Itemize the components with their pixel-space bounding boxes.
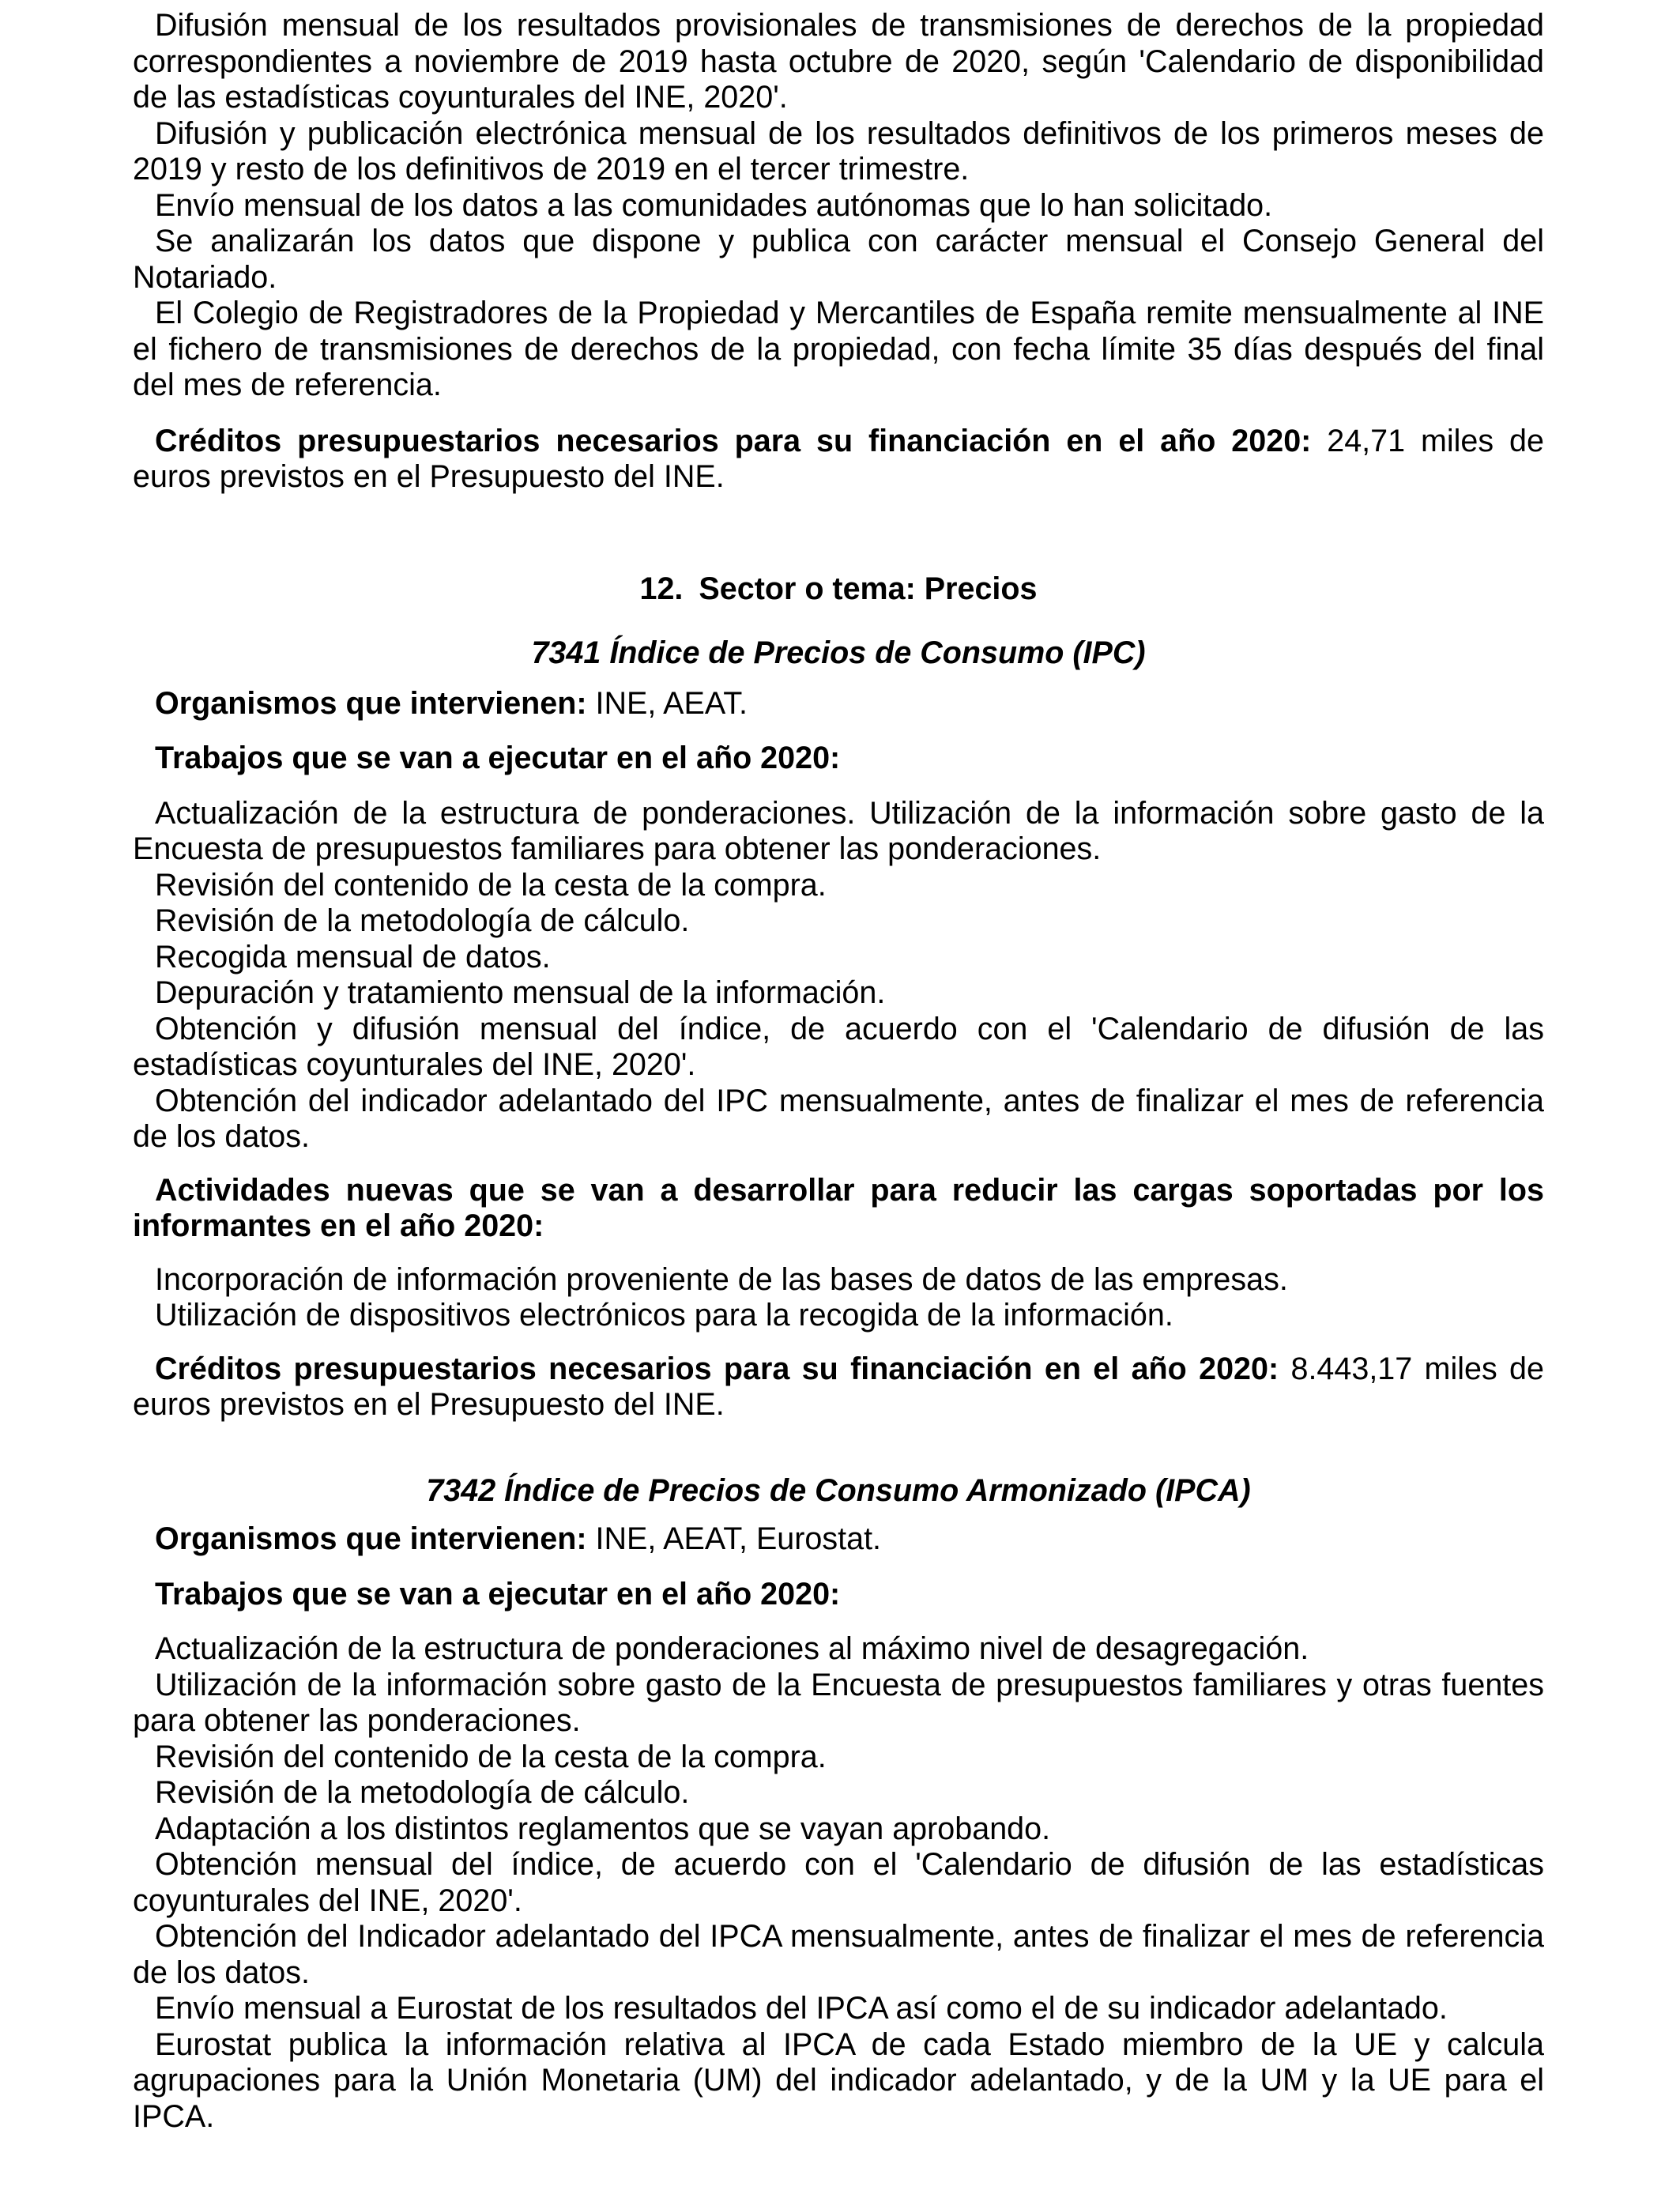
section-number: 12. [639, 571, 684, 606]
trabajos-heading-7341: Trabajos que se van a ejecutar en el año 2020: [155, 741, 841, 775]
list-item: Adaptación a los distintos reglamentos que se vayan aprobando. [155, 1811, 1051, 1846]
organismos-label: Organismos que intervienen: [155, 685, 587, 721]
paragraph: El Colegio de Registradores de la Propiedad y Mercantiles de España remite mensualmente al INE el fichero de transmisiones de derechos de la propiedad, con fecha límite 35 días después del final del mes de referencia. [133, 296, 1544, 402]
paragraph: Difusión y publicación electrónica mensual de los resultados definitivos de los primeros meses de 2019 y resto de los definitivos de 2019 en el tercer trimestre. [133, 115, 1544, 187]
paragraph: Se analizarán los datos que dispone y publica con carácter mensual el Consejo General del Notariado. [133, 224, 1544, 295]
credits-label: Créditos presupuestarios necesarios para su financiación en el año 2020: [155, 423, 1312, 458]
trabajos-list-7342 [133, 1631, 1544, 2135]
list-item: Revisión de la metodología de cálculo. [155, 1775, 690, 1810]
paragraph: Difusión mensual de los resultados provisionales de transmisiones de derechos de la propiedad correspondientes a noviembre de 2019 hasta octubre de 2020, según 'Calendario de disponibilidad de las estadísticas coyunturales del INE, 2020'. [133, 8, 1544, 115]
organismos-value: INE, AEAT. [586, 685, 748, 721]
operation-title-7342: 7342 Índice de Precios de Consumo Armonizado (IPCA) [426, 1472, 1251, 1508]
list-item: Obtención del Indicador adelantado del IPCA mensualmente, antes de finalizar el mes de referencia de los datos. [133, 1919, 1544, 1990]
list-item: Utilización de dispositivos electrónicos para la recogida de la información. [155, 1298, 1173, 1333]
actividades-heading-7341: Actividades nuevas que se van a desarrollar para reducir las cargas soportadas por los informantes en el año 2020: [133, 1172, 1544, 1243]
paragraph: Envío mensual de los datos a las comunidades autónomas que lo han solicitado. [155, 187, 1273, 223]
list-item: Actualización de la estructura de ponderaciones al máximo nivel de desagregación. [155, 1631, 1309, 1666]
organismos-label: Organismos que intervienen: [155, 1521, 587, 1556]
credits-value: 8.443,17 miles de euros previstos en el Presupuesto del INE. [133, 1351, 1544, 1422]
actividades-list-7341 [133, 1262, 1544, 1334]
credits-value: 24,71 miles de euros previstos en el Presupuesto del INE. [133, 423, 1544, 494]
list-item: Incorporación de información proveniente de las bases de datos de las empresas. [155, 1261, 1288, 1297]
list-item: Utilización de la información sobre gasto de la Encuesta de presupuestos familiares y otras fuentes para obtener las ponderaciones. [133, 1667, 1544, 1738]
organismos-7342 [133, 1521, 1544, 1558]
organismos-value: INE, AEAT, Eurostat. [586, 1521, 882, 1556]
list-item: Eurostat publica la información relativa al IPCA de cada Estado miembro de la UE y calcula agrupaciones para la Unión Monetaria (UM) del indicador adelantado, y de la UM y la UE para el IPCA. [133, 2026, 1544, 2134]
credits-label: Créditos presupuestarios necesarios para su financiación en el año 2020: [155, 1351, 1279, 1386]
list-item: Obtención y difusión mensual del índice, de acuerdo con el 'Calendario de difusión de las estadísticas coyunturales del INE, 2020'. [133, 1011, 1544, 1082]
list-item: Revisión de la metodología de cálculo. [155, 903, 690, 938]
trabajos-heading-7342: Trabajos que se van a ejecutar en el año 2020: [155, 1576, 841, 1612]
intro-credits [133, 424, 1544, 496]
list-item: Revisión del contenido de la cesta de la compra. [155, 867, 827, 903]
trabajos-list-7341 [133, 796, 1544, 1155]
list-item: Obtención del indicador adelantado del IPC mensualmente, antes de finalizar el mes de referencia de los datos. [133, 1083, 1544, 1154]
list-item: Depuración y tratamiento mensual de la información. [155, 975, 886, 1010]
organismos-7341 [133, 686, 1544, 722]
creditos-7341 [133, 1351, 1544, 1423]
list-item: Actualización de la estructura de ponderaciones. Utilización de la información sobre gasto de la Encuesta de presupuestos familiares para obtener las ponderaciones. [133, 795, 1544, 866]
list-item: Recogida mensual de datos. [155, 939, 551, 974]
list-item: Revisión del contenido de la cesta de la compra. [155, 1739, 827, 1774]
section-heading [133, 571, 1544, 608]
intro-paragraphs [133, 8, 1544, 404]
document-page [133, 8, 1544, 2135]
section-title: Sector o tema: Precios [699, 571, 1038, 606]
operation-title-7341: 7341 Índice de Precios de Consumo (IPC) [531, 635, 1146, 670]
list-item: Obtención mensual del índice, de acuerdo con el 'Calendario de difusión de las estadísticas coyunturales del INE, 2020'. [133, 1847, 1544, 1918]
list-item: Envío mensual a Eurostat de los resultados del IPCA así como el de su indicador adelantado. [155, 1991, 1448, 2026]
